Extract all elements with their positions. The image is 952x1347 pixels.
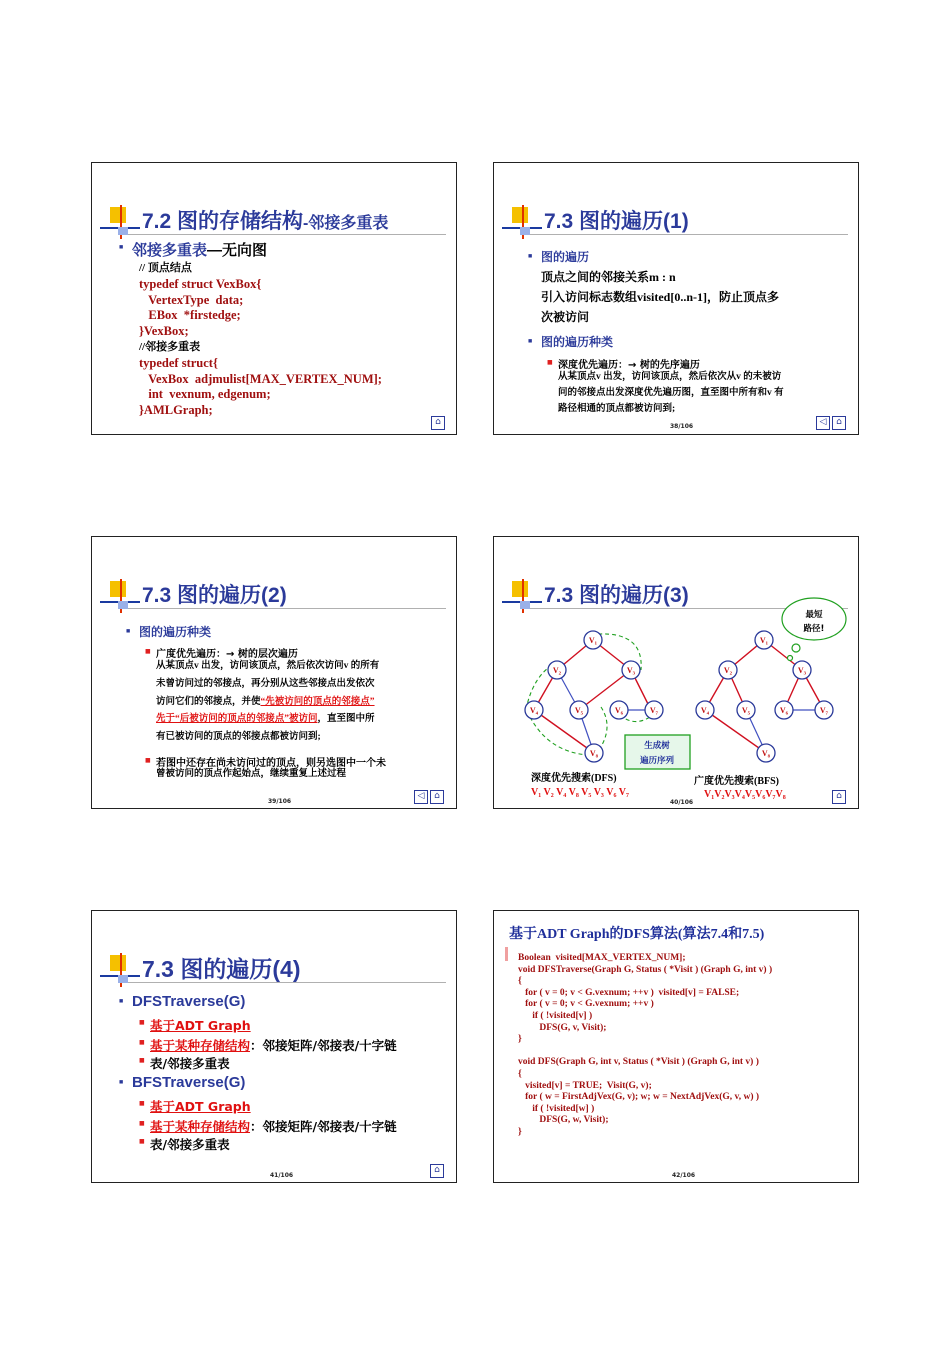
slide-1 [91, 162, 457, 435]
page-number: 41/106 [270, 1172, 294, 1179]
sub-bullet-storage-cont: ■ 表/邻接多重表 [150, 1135, 230, 1153]
sub-bullet-adt: ■ 基于ADT Graph [150, 1016, 251, 1034]
home-icon[interactable]: ⌂ [430, 790, 444, 804]
bfs-description: 从某顶点v 出发，访问该顶点，然后依次访问v 的所有 未曾访问过的邻接点，再分别从这些邻接点出发依次 访问它们的邻接点，并使“先被访问的顶点的邻接点” 先于“后被访问的顶点的邻接点”被访问，直至图中所 有已被访问的顶点的邻接点都被访问到; [156, 661, 380, 743]
node-label: V₇ [819, 706, 829, 715]
node-label: V₇ [649, 706, 659, 715]
bullet-bfstraverse: ■ BFSTraverse(G) [132, 1074, 245, 1091]
slide-title: 7.3 图的遍历(1) [544, 210, 689, 233]
bfs-sequence: V₁V₂V₃V₄V₅V₆V₇V₈ [704, 789, 786, 800]
slide-title: 7.2 图的存储结构-邻接多重表 [142, 210, 389, 233]
sub-bullet-bfs: ■ 广度优先遍历：→ 树的层次遍历 [156, 645, 298, 660]
node-label: V₂ [552, 666, 562, 675]
page-number: 40/106 [670, 799, 694, 806]
code-block: // 顶点结点 typedef struct VexBox{ VertexType data; EBox *firstedge; }VexBox; //邻接多重表 typedef struct{ VexBox adjmulist[MAX_VERTEX_NUM]; int vexnum, edgenum; }AMLGraph; [139, 262, 382, 418]
slide-title: 7.3 图的遍历(4) [142, 956, 301, 982]
bullet-dfstraverse: ■ DFSTraverse(G) [132, 993, 245, 1010]
node-label: V₃ [797, 666, 807, 675]
slide-3 [91, 536, 457, 809]
bullet-traversal-types: ■ 图的遍历种类 [139, 623, 211, 640]
dfs-description: 从某顶点v 出发，访问该顶点，然后依次从v 的未被访 问的邻接点出发深度优先遍历图，直至图中所有和v 有 路径相通的顶点都被访问到; [558, 372, 784, 414]
slide-heading: 基于ADT Graph的DFS算法(算法7.4和7.5) [509, 927, 765, 942]
sub-bullet-storage-cont: ■ 表/邻接多重表 [150, 1054, 230, 1072]
home-icon[interactable]: ⌂ [430, 1164, 444, 1178]
node-label: V₆ [614, 706, 624, 715]
page-number: 42/106 [672, 1172, 696, 1179]
node-label: V₄ [700, 706, 710, 715]
node-label: V₅ [741, 706, 751, 715]
bullet-traversal-types: ■ 图的遍历种类 [541, 333, 613, 350]
slide-2 [493, 162, 859, 435]
cloud-text-line1: 最短 [805, 610, 823, 620]
sub-bullet-storage: ■ 基于某种存储结构：邻接矩阵/邻接表/十字链 [150, 1036, 397, 1054]
sub-bullet-storage: ■ 基于某种存储结构：邻接矩阵/邻接表/十字链 [150, 1117, 397, 1135]
dfs-sequence: V₁ V₂ V₄ V₈ V₅ V₃ V₆ V₇ [531, 787, 629, 798]
title-divider [128, 608, 446, 609]
slide-4 [493, 536, 859, 809]
cloud-text-line2: 路径! [803, 624, 825, 634]
bullet-adjacency-multilist: ■ 邻接多重表—无向图 [132, 239, 267, 260]
back-icon[interactable]: ◁ [816, 416, 830, 430]
title-divider [128, 982, 446, 983]
slide-6 [493, 910, 859, 1183]
node-label: V₈ [589, 749, 599, 758]
marker-bar [505, 947, 508, 961]
node-label: V₈ [761, 749, 771, 758]
slide-logo-icon [502, 205, 546, 241]
slide-logo-icon [100, 953, 144, 989]
traversal-graph-diagram [494, 537, 859, 809]
sub-bullet-dfs: ■ 深度优先遍历：→ 树的先序遍历 [558, 356, 700, 371]
slide-logo-icon [100, 579, 144, 615]
node-label: V₄ [529, 706, 539, 715]
body-text: 顶点之间的邻接关系m : n 引入访问标志数组visited[0..n-1]，防止顶点多 次被访问 [541, 270, 779, 324]
dfs-label: 深度优先搜索(DFS) [531, 773, 617, 784]
node-label: V₆ [779, 706, 789, 715]
node-label: V₃ [626, 666, 636, 675]
box-text-line2: 遍历序列 [639, 756, 675, 766]
slide-title: 7.3 图的遍历(2) [142, 584, 287, 607]
node-label: V₂ [723, 666, 733, 675]
restart-description: 曾被访问的顶点作起始点，继续重复上述过程 [156, 769, 347, 779]
node-label: V₁ [759, 636, 769, 645]
home-icon[interactable]: ⌂ [832, 416, 846, 430]
slide-title: 7.3 图的遍历(3) [544, 584, 689, 607]
home-icon[interactable]: ⌂ [431, 416, 445, 430]
page-number: 39/106 [268, 798, 292, 805]
title-divider [530, 234, 848, 235]
home-icon[interactable]: ⌂ [832, 790, 846, 804]
box-text-line1: 生成树 [644, 741, 670, 751]
node-label: V₅ [574, 706, 584, 715]
bfs-label: 广度优先搜索(BFS) [694, 776, 779, 787]
back-icon[interactable]: ◁ [414, 790, 428, 804]
slide-logo-icon [100, 205, 144, 241]
dfs-code-block: Boolean visited[MAX_VERTEX_NUM]; void DFSTraverse(Graph G, Status ( *Visit ) (Graph G, int v) ) { for ( v = 0; v < G.vexnum; ++v ) visited[v] = FALSE; for ( v = 0; v < G.vexnum; ++v ) if ( !visited[v] ) DFS(G, v, Visit); } void DFS(Graph G, int v, Status ( *Visit ) (Graph G, int v) ) { visited[v] = TRUE; Visit(G, v); for ( w = FirstAdjVex(G, v); w; w = NextAdjVex(G, v, w) ) if ( !visited[w] ) DFS(G, w, Visit); } [518, 953, 773, 1137]
node-label: V₁ [588, 636, 598, 645]
title-divider [128, 234, 446, 235]
slide-5 [91, 910, 457, 1183]
sub-bullet-restart: ■ 若图中还存在尚未访问过的顶点，则另选图中一个未 [156, 754, 386, 769]
sub-bullet-adt: ■ 基于ADT Graph [150, 1097, 251, 1115]
bullet-traversal: ■ 图的遍历 [541, 248, 589, 265]
page-number: 38/106 [670, 423, 694, 430]
